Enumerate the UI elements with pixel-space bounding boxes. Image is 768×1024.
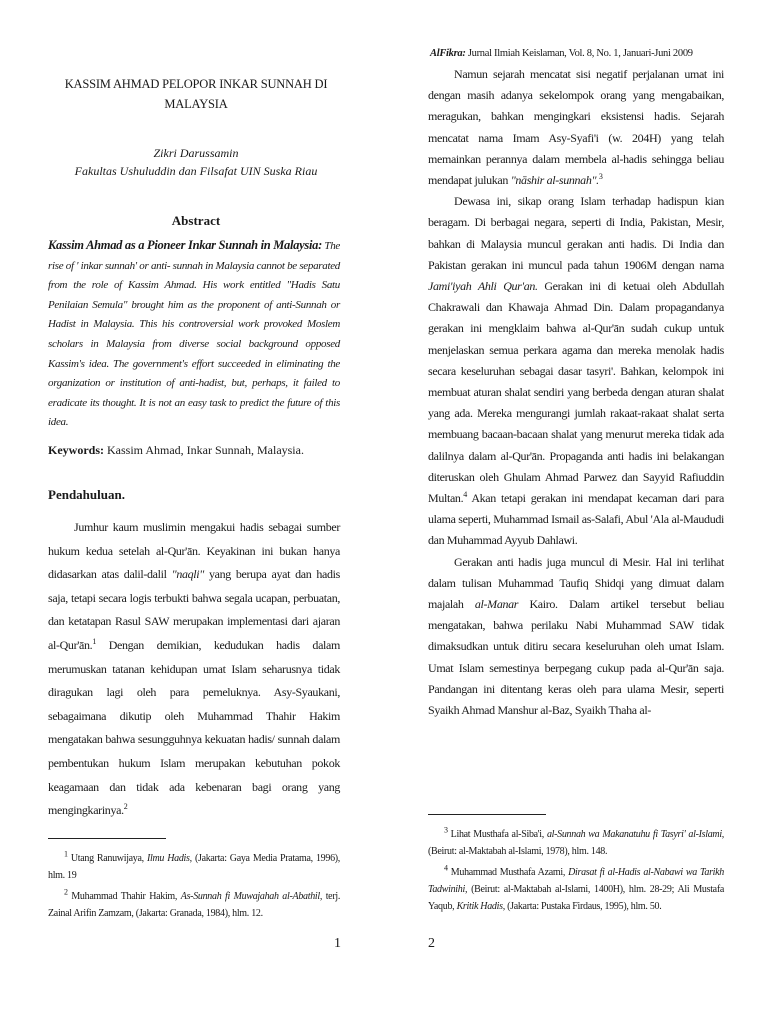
footnote [48, 850, 340, 884]
footnote-ref[interactable]: 2 [123, 802, 128, 812]
right-page [384, 0, 768, 1024]
author-name: Zikri Darussamin [153, 146, 239, 160]
footnote-number: 4 [444, 863, 448, 873]
italic-term: "naqli" [171, 567, 204, 582]
italic-title: Kritik Hadis, [456, 901, 505, 912]
article-title: KASSIM AHMAD PELOPOR INKAR SUNNAH DI MALAYSIA [64, 77, 328, 111]
paragraph [428, 64, 724, 191]
text-run: Muhammad Musthafa Azami, [450, 867, 566, 878]
keywords-label: Keywords: [48, 443, 104, 457]
italic-term: "nāshir al-sunnah". [510, 173, 599, 188]
abstract-lead: Kassim Ahmad as a Pioneer Inkar Sunnah in Malaysia: [48, 238, 322, 252]
text-run: Akan tetapi gerakan ini mendapat kecaman dari para ulama seperti, Muhammad Ismail as-Salafi, Abul 'Ala al-Maududi dan Muhammad Ayyub Dahlawi. [428, 491, 724, 548]
abstract-body: The rise of ' inkar sunnah' or anti- sunnah in Malaysia cannot be separated from the role of Kassim Ahmad. His work entitled "Hadis Satu Penilaian Semula" brought him as the proponent of anti-Sunnah or Hadist in Malaysia. This his controversial work provoked Moslem scholars in Malaysia from diverse social background opposed Kassim's idea. The government's effort succeeded in eliminating the organization or institution of anti-hadist, but, perhaps, it failed to eradicate its thought. It is not an easy task to predict the future of this idea. [48, 240, 341, 429]
italic-term: Jami'iyah Ahli Qur'an. [428, 279, 538, 294]
text-run: Jumhur kaum muslimin mengakui hadis sebagai sumber hukum kedua setelah al-Qur'ān. Keyakinan ini bukan hanya didasarkan atas dalil-dalil [48, 520, 340, 582]
footnote-divider [428, 814, 546, 815]
text-run: (Jakarta: Pustaka Firdaus, 1995), hlm. 50. [507, 901, 662, 912]
page-number: 1 [334, 936, 341, 951]
footnote-number: 1 [64, 849, 68, 859]
footnote-number: 3 [444, 825, 448, 835]
text-run: Muhammad Thahir Hakim, [71, 891, 178, 902]
abstract-text [48, 236, 340, 433]
right-body-text [428, 64, 724, 721]
text-run: Utang Ranuwijaya, [70, 853, 144, 864]
section-heading: Pendahuluan. [48, 487, 125, 502]
italic-title: As-Sunnah fi Muwajahah al-Abathil, [180, 891, 323, 902]
text-run: Lihat Musthafa al-Siba'i, [450, 829, 544, 840]
italic-term: al-Manar [474, 597, 519, 612]
paragraph [428, 552, 724, 722]
italic-title: Ilmu Hadis, [146, 853, 192, 864]
author-affiliation: Fakultas Ushuluddin dan Filsafat UIN Suska Riau [74, 164, 318, 178]
left-footnotes [48, 850, 340, 926]
italic-title: Dirasat fi al-Hadis al-Nabawi wa Tarikh Tadwinihi, [428, 867, 725, 895]
footnote [48, 888, 340, 922]
footnote-number: 2 [64, 887, 68, 897]
text-run: (Beirut: al-Maktabah al-Islami, 1978), hlm. 148. [428, 846, 608, 857]
running-header [430, 48, 730, 59]
text-run: terj. Zainal Arifin Zamzam, (Jakarta: Granada, 1984), hlm. 12. [48, 891, 341, 919]
text-run: Dewasa ini, sikap orang Islam terhadap hadispun kian beragam. Di berbagai negara, seperti di India, Pakistan, Mesir, bahkan di Malaysia muncul gerakan anti hadis. Di India dan Pakistan gerakan ini muncul pada tahun 1906M dengan nama [428, 194, 724, 272]
paragraph [428, 191, 724, 551]
paragraph [48, 516, 340, 823]
text-run: yang berupa ayat dan hadis saja, tetapi secara logis terbukti bahwa segala ucapan, perbuatan, dan ketatapan Rasul SAW merupakan implementasi dari ajaran al-Qur'ān. [48, 567, 340, 652]
text-run: Gerakan ini di ketuai oleh Abdullah Chakrawali dan Khawaja Ahmad Din. Dalam propagandanya gerakan ini mengklaim bahwa al-Qur'ān sudah cukup untuk menjelaskan semua perkara agama dan mereka menolak hadis secara keseluruhan sebagai dasar tasyri'. Bahkan, kelompok ini membuat aturan shalat sendiri yang berbeda dengan aturan shalat yang ada. Mereka mengurangi jumlah rakaat-rakaat shalat serta membuang bacaan-bacaan shalat yang menurut mereka tidak ada dalilnya dalam al-Qur'ān. Propaganda anti hadis ini belakangan diteruskan oleh Ghulam Ahmad Parwez dan Sayyid Rafiuddin Multan. [428, 279, 724, 506]
journal-name: AlFikra: [430, 48, 466, 59]
text-run: (Beirut: al-Maktabah al-Islami, 1400H), hlm. 28-29; Ali Mustafa Yaqub, [428, 884, 724, 912]
journal-details: Jurnal Ilmiah Keislaman, Vol. 8, No. 1, Januari-Juni 2009 [467, 48, 693, 59]
page-number: 2 [428, 936, 435, 951]
footnote-ref[interactable]: 3 [598, 172, 603, 182]
footnote-ref[interactable]: 4 [463, 490, 467, 500]
abstract-heading: Abstract [171, 213, 221, 228]
footnote [428, 826, 724, 860]
right-footnotes [428, 826, 724, 919]
footnote-divider [48, 838, 166, 839]
keywords-text: Kassim Ahmad, Inkar Sunnah, Malaysia. [107, 443, 304, 457]
text-run: Dengan demikian, kedudukan hadis dalam merumuskan tatanan kehidupan umat Islam seharusnya tidak diragukan lagi oleh para pemeluknya. Asy-Syaukani, sebagaimana dikutip oleh Muhammad Thahir Hakim mengatakan bahwa sesungguhnya kekuatan hadis/ sunnah dalam pembentukan hukum Islam merupakan kebutuhan pokok keagamaan dan tidak ada kebenaran bagi orang yang mengingkarinya. [48, 637, 340, 818]
keywords [48, 443, 340, 458]
left-body-text [48, 516, 340, 823]
italic-title: al-Sunnah wa Makanatuhu fi Tasyri' al-Islami, [546, 829, 725, 840]
text-run: (Jakarta: Gaya Media Pratama, 1996), hlm. 19 [48, 853, 340, 881]
footnote [428, 864, 724, 915]
text-run: Kairo. Dalam artikel tersebut beliau mengatakan, bahwa perilaku Nabi Muhammad SAW tidak dimaksudkan untuk ditiru secara keseluruhan oleh umat Islam. Umat Islam semestinya berpegang cukup pada al-Qur'ān saja. Pandangan ini ditentang keras oleh para ulama Mesir, seperti Syaikh Ahmad Manshur al-Baz, Syaikh Thaha al- [428, 597, 725, 718]
text-run: Gerakan anti hadis juga muncul di Mesir. Hal ini terlihat dalam tulisan Muhammad Taufiq Shidqi yang dimuat dalam majalah [428, 554, 724, 612]
text-run: Namun sejarah mencatat sisi negatif perjalanan umat ini dengan masih adanya sekelompok orang yang mengabaikan, meragukan, bahkan mengingkari eksistensi hadis. Sejarah mencatat nama Imam Asy-Syafi'i (w. 204H) yang telah memainkan perannya dalam membela al-hadis sehingga beliau mendapat julukan [428, 67, 724, 188]
footnote-ref[interactable]: 1 [92, 636, 96, 646]
author-block [48, 144, 344, 180]
